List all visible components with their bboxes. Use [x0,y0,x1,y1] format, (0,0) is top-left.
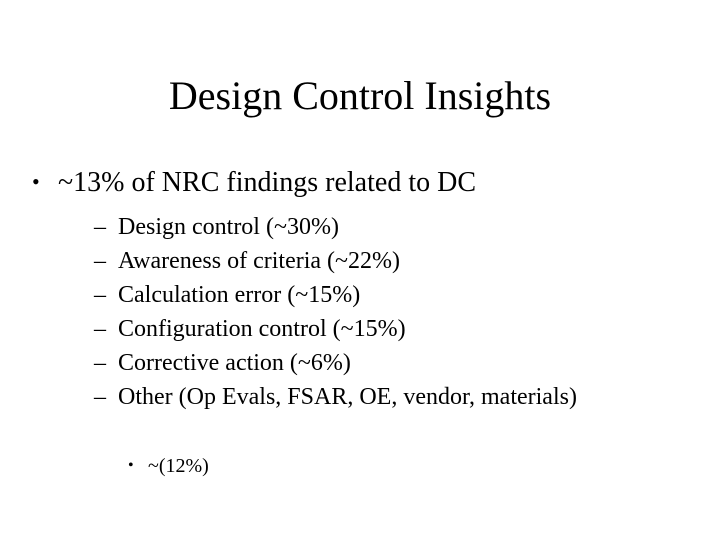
slide-title: Design Control Insights [168,73,552,118]
sub-point [94,346,577,380]
dash-icon: – [94,316,106,342]
sub-point-text: Other (Op Evals, FSAR, OE, vendor, materials) [118,384,577,410]
sub-point [94,210,577,244]
main-point-text: ~13% of NRC findings related to DC [58,167,476,198]
bullet-icon: • [32,169,40,194]
sub-point-text: Awareness of criteria (~22%) [118,248,400,274]
dash-icon: – [94,384,106,410]
sub-point [94,244,577,278]
dash-icon: – [94,350,106,376]
sub-point-text: Design control (~30%) [118,214,339,240]
bullet-icon: • [128,457,134,474]
sub-point [94,278,577,312]
dash-icon: – [94,282,106,308]
sub-point-list [94,210,577,414]
dash-icon: – [94,248,106,274]
sub-point-text: Configuration control (~15%) [118,316,406,342]
sub-point-text: Calculation error (~15%) [118,282,361,308]
nested-point-text: ~(12%) [148,455,209,477]
main-bullet-point [32,164,476,201]
nested-bullet-point [128,452,209,480]
dash-icon: – [94,214,106,240]
sub-point [94,312,577,346]
sub-point-text: Corrective action (~6%) [118,350,351,376]
sub-point [94,380,577,414]
